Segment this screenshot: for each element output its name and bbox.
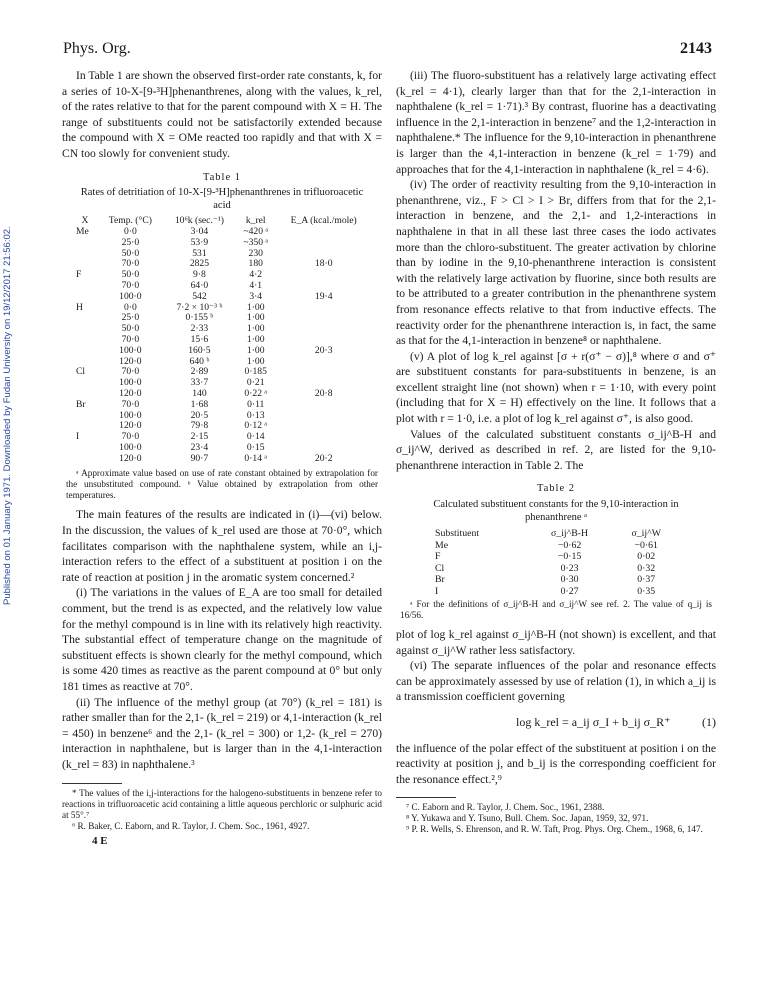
table1	[72, 216, 372, 464]
table-cell	[72, 443, 98, 454]
table-cell: 20·8	[314, 387, 333, 399]
table-cell: −0·61	[634, 539, 658, 551]
table-cell: 2·33	[190, 323, 209, 335]
table-cell: 120·0	[119, 420, 142, 432]
table-cell: 50·0	[121, 323, 140, 335]
table-cell: 0·35	[637, 585, 656, 597]
footnote-6: ⁶ R. Baker, C. Eaborn, and R. Taylor, J. Chem. Soc., 1961, 4927.	[72, 820, 310, 831]
table-cell: 1·00	[246, 301, 265, 313]
table-row	[72, 259, 372, 270]
table-row	[431, 586, 681, 598]
table-row	[431, 574, 681, 586]
table-row	[72, 411, 372, 422]
table-cell: 0·30	[560, 574, 579, 586]
table-cell	[72, 292, 98, 303]
table-cell: ~420 ᵃ	[243, 225, 269, 237]
table-cell	[275, 411, 372, 422]
paragraph-point-i: (i) The variations in the values of E_A are too small for detailed comment, but the trend is as expected, and the relatively low value for the methyl compound is in line with its relatively high reactivity. The substantial effect of temperature change on the magnitude of substituent effects is shown clearly for the methyl compound, which is some 420 times as reactive as the parent compound at 0° but only 181 times as reactive at 70°.	[62, 586, 382, 694]
table-cell: 120·0	[119, 387, 142, 399]
table-cell: 1·68	[190, 398, 209, 410]
table-cell	[72, 249, 98, 260]
table-cell: −0·62	[557, 539, 582, 551]
table-cell: 100·0	[119, 290, 142, 302]
right-column	[396, 68, 716, 835]
table-row	[72, 270, 372, 281]
table-cell: 160·5	[188, 344, 211, 356]
equation-number: (1)	[702, 715, 716, 729]
table-cell: 2·89	[190, 366, 209, 378]
table-row	[72, 292, 372, 303]
download-note[interactable]	[2, 205, 16, 605]
table-cell: 0·0	[123, 301, 137, 313]
table-cell: 18·0	[314, 258, 333, 270]
table2-body	[431, 540, 681, 598]
table-cell	[275, 270, 372, 281]
table-cell	[275, 421, 372, 432]
table-cell: 4·2	[249, 269, 263, 281]
table-cell: 20·3	[314, 344, 333, 356]
table-cell: 90·7	[190, 452, 209, 464]
table1-header: X	[81, 215, 89, 227]
table-cell: Cl	[435, 562, 445, 574]
table-cell: 20·2	[314, 452, 333, 464]
table-row	[431, 540, 681, 552]
table-cell: 100·0	[119, 344, 142, 356]
table-cell	[72, 238, 98, 249]
table-cell: 531	[192, 247, 207, 259]
table-cell: 15·6	[190, 333, 209, 345]
table-cell	[72, 411, 98, 422]
table-cell: 79·8	[190, 420, 209, 432]
table-cell	[72, 335, 98, 346]
table-row	[72, 303, 372, 314]
footnote-divider	[396, 797, 456, 798]
equation-text: log k_rel = a_ij σ_I + b_ij σ_R⁺	[516, 715, 671, 729]
table-cell: 23·4	[190, 441, 209, 453]
footnote-8: ⁸ Y. Yukawa and Y. Tsuno, Bull. Chem. Soc. Japan, 1959, 32, 971.	[406, 813, 649, 824]
table-cell: 0·14	[246, 431, 265, 443]
table-cell: 1·00	[246, 344, 265, 356]
table-cell: 70·0	[121, 431, 140, 443]
table-cell: I	[435, 585, 439, 597]
table-cell	[275, 432, 372, 443]
table-cell: 100·0	[119, 377, 142, 389]
table-cell: 1·00	[246, 312, 265, 324]
table-cell: 2·15	[190, 431, 209, 443]
table-cell: 0·11	[247, 398, 265, 410]
table2-header: σ_ij^W	[631, 528, 661, 540]
table-cell: 70·0	[121, 366, 140, 378]
table1-title: Rates of detritiation of 10-X-[9-³H]phenanthrenes in trifluoroacetic acid	[80, 187, 364, 211]
table-cell: 0·32	[637, 562, 656, 574]
table-cell	[275, 238, 372, 249]
table-cell: 9·8	[193, 269, 206, 281]
table-cell: 0·21	[246, 377, 265, 389]
table-cell: 0·0	[123, 225, 137, 237]
table2-header: Substituent	[435, 528, 480, 540]
table1-footnote: ᵃ Approximate value based on use of rate constant obtained by extrapolation for the unsubstituted compound. ᵇ Value obtained by extrapolation from other temperatures.	[66, 468, 378, 501]
table-cell: 70·0	[121, 333, 140, 345]
table-cell: 3·04	[190, 225, 209, 237]
table-cell: 50·0	[121, 269, 140, 281]
table2-footnote: ᵃ For the definitions of σ_ij^B-H and σ_ij^W see ref. 2. The value of q_ij is 16/56.	[400, 599, 712, 621]
table-row	[72, 400, 372, 411]
table-cell: 100·0	[119, 441, 142, 453]
table-cell	[275, 400, 372, 411]
table1-header: Temp. (°C)	[108, 215, 152, 227]
table-cell: H	[76, 301, 83, 313]
table-cell: ~350 ᵃ	[243, 236, 269, 248]
table-cell: 25·0	[121, 312, 140, 324]
table-row	[72, 238, 372, 249]
table1-header: 10⁶k (sec.⁻¹)	[174, 215, 224, 227]
table-row	[72, 227, 372, 238]
table2-caption: Table 2	[536, 483, 576, 495]
table-cell: 7·2 × 10⁻³ ᵇ	[176, 301, 223, 313]
table-cell	[72, 313, 98, 324]
paragraph-point-ii: (ii) The influence of the methyl group (at 70°) (k_rel = 181) is rather smaller than for the 2,1- (k_rel = 219) or 4,1-interaction (k_rel = 450) in benzene⁶ and the 2,1- (k_rel = 300) or 1,2- (k_rel = 270) interaction in naphthalene, but is larger than in the 4,1-interaction (k_rel = 83) in naphthalene.³	[62, 695, 382, 771]
table-cell	[275, 357, 372, 368]
table-cell: 120·0	[119, 355, 142, 367]
table-row	[431, 563, 681, 575]
table-cell: 0·22 ᵃ	[244, 387, 268, 399]
left-column	[62, 68, 382, 849]
table-cell: 53·9	[190, 236, 209, 248]
table-cell: 70·0	[121, 279, 140, 291]
table-cell: 4·1	[249, 279, 263, 291]
signature-mark: 4 E	[92, 834, 108, 847]
paragraph-point-iii: (iii) The fluoro-substituent has a relatively large activating effect (k_rel = 4·1), clearly larger than that for the 2,1-interaction in naphthalene (k_rel = 1·71).³ By contrast, fluorine has a deactivating influence in the 2,1-interaction in benzene⁷ and the 1,2-interaction in naphthalene.* The influence for the 9,10-interaction in phenanthrene is larger than the 4,1-interaction in benzene (k_rel = 1·79) and approaches that for the 4,1-interaction in naphthalene (k_rel = 4·6).	[396, 69, 716, 176]
table-row	[72, 389, 372, 400]
table2-title: Calculated substituent constants for the 9,10-interaction in phenanthrene ᵃ	[433, 499, 679, 523]
table-row	[72, 421, 372, 432]
footnote-divider	[62, 783, 122, 784]
table-cell: 20·5	[190, 409, 209, 421]
table-cell	[72, 454, 98, 465]
table-cell	[72, 324, 98, 335]
paragraph-intro: In Table 1 are shown the observed first-order rate constants, k, for a series of 10-X-[9-³H]phenanthrenes, along with the values, k_rel, of the rates relative to that for the parent compound with X = H. The range of substituents could not be satisfactorily extended because the compound with X = OMe reacted too rapidly and that with X = CN too slowly for convenient study.	[62, 69, 382, 160]
table-cell: Br	[76, 398, 86, 410]
equation-1	[396, 715, 716, 731]
table-cell: 640 ᵇ	[189, 355, 210, 367]
table-cell: 0·27	[560, 585, 579, 597]
table-cell: 0·14 ᵃ	[244, 452, 268, 464]
table-cell: 19·4	[314, 290, 333, 302]
footnote-9: ⁹ P. R. Wells, S. Ehrenson, and R. W. Taft, Prog. Phys. Org. Chem., 1968, 6, 147.	[406, 824, 703, 835]
table-cell	[275, 324, 372, 335]
table-cell	[72, 346, 98, 357]
table2	[431, 528, 681, 597]
table-cell: 50·0	[121, 247, 140, 259]
table-cell	[275, 227, 372, 238]
table1-caption: Table 1	[202, 171, 242, 183]
table-cell: 0·155 ᵇ	[185, 312, 214, 324]
table-cell: Me	[435, 539, 449, 551]
table-cell	[275, 303, 372, 314]
table1-header: E_A (kcal./mole)	[290, 215, 357, 227]
table-cell: Me	[76, 225, 89, 237]
table-cell: 180	[248, 258, 263, 270]
download-note-text[interactable]: Published on 01 January 1971. Downloaded by Fudan University on 19/12/2017 21:56:02.	[2, 226, 13, 605]
paragraph-point-iv: (iv) The order of reactivity resulting from the 9,10-interaction in phenanthrene, viz., F > Cl > I > Br, differs from that for the 2,1-interaction in benzene, and the 2,1- and 1,2-interactions in naphthalene in that in all these last three cases the iodo activates more than the chloro-substituent. The greater activation by chlorine than by iodine in the 9,10-phenanthrene interaction is consistent with the relatively large activation by fluorine, since both results are to be attributed to a greater contribution in the phenanthrene system from resonance effects relative to that from inductive effects. The reactivity order for the phenanthrene interaction is, in fact, the same as that for the 4,1-interaction in benzene⁸ or naphthalene.	[396, 178, 716, 348]
table-cell: F	[76, 269, 82, 281]
table2-header-row	[431, 528, 681, 540]
table-cell: 0·37	[637, 574, 656, 586]
table1-body	[72, 227, 372, 465]
table-cell: 230	[248, 247, 263, 259]
table-cell	[72, 281, 98, 292]
table-row	[431, 551, 681, 563]
table-cell: I	[76, 431, 80, 443]
table-cell: 0·12 ᵃ	[244, 420, 268, 432]
table-cell: 100·0	[119, 409, 142, 421]
table2-header: σ_ij^B-H	[551, 528, 589, 540]
table-row	[72, 367, 372, 378]
table-cell: 1·00	[246, 323, 265, 335]
paragraph-main-features: The main features of the results are indicated in (i)—(vi) below. In the discussion, the values of k_rel used are those at 70·0°, which facilitates comparison with the naphthalene system, while an i,j-interaction refers to the effect of a substituent at position i on the rate of reaction at position j in the aromatic system concerned.²	[62, 508, 382, 584]
table-cell: F	[435, 551, 441, 563]
table-cell: 0·13	[246, 409, 265, 421]
paragraph-point-vi: (vi) The separate influences of the polar and resonance effects can be approximately assessed by use of relation (1), in which a_ij is a transmission coefficient governing	[396, 659, 716, 704]
table-row	[72, 313, 372, 324]
table-row	[72, 346, 372, 357]
table-cell: 70·0	[121, 258, 140, 270]
table1-header-row	[72, 216, 372, 227]
page-number: 2143	[680, 40, 712, 57]
table-row	[72, 324, 372, 335]
paragraph-plot-result: plot of log k_rel against σ_ij^B-H (not shown) is excellent, and that against σ_ij^W rather less satisfactory.	[396, 628, 716, 657]
table-row	[72, 357, 372, 368]
paragraph-coefficients: the influence of the polar effect of the substituent at position i on the reactivity at position j, and b_ij is the corresponding coefficient for the resonance effect.²,⁹	[396, 741, 716, 786]
footnote-star: * The values of the i,j-interactions for the halogeno-substituents in benzene refer to reactions in trifluoroacetic acid containing a little aqueous perchloric or sulphuric acid at 55°.⁷	[62, 787, 382, 820]
table-cell: 33·7	[190, 377, 209, 389]
table-cell: 542	[192, 290, 207, 302]
table-cell: 1·00	[246, 355, 265, 367]
table-cell	[275, 313, 372, 324]
table-cell: 0·02	[637, 551, 656, 563]
table-cell	[275, 367, 372, 378]
table-cell: 0·23	[560, 562, 579, 574]
table-cell: 70·0	[121, 398, 140, 410]
paragraph-substituent-values: Values of the calculated substituent constants σ_ij^B-H and σ_ij^W, derived as described in ref. 2, are listed for the 9,10-phenanthrene interaction in Table 2. The	[396, 427, 716, 472]
table-cell: 25·0	[121, 236, 140, 248]
table-row	[72, 454, 372, 465]
table1-header: k_rel	[245, 215, 266, 227]
table-cell: 64·0	[190, 279, 209, 291]
table-cell: 1·00	[246, 333, 265, 345]
table-cell	[72, 378, 98, 389]
paragraph-point-v: (v) A plot of log k_rel against [σ + r(σ⁺ − σ)],⁸ where σ and σ⁺ are substituent constants for para-substituents in benzene, is an excellent straight line (not shown) when r = 1·10, with every point (including that for X = H) effectively on the line. It follows that a plot with r = 1·0, i.e. a plot of log k_rel against σ⁺, is also good.	[396, 349, 716, 426]
table-cell: 2825	[189, 258, 210, 270]
table-cell: 0·15	[246, 441, 265, 453]
footnote-7: ⁷ C. Eaborn and R. Taylor, J. Chem. Soc., 1961, 2388.	[406, 802, 605, 813]
journal-header: Phys. Org.	[63, 40, 131, 57]
table-cell: −0·15	[557, 551, 582, 563]
table-cell: Br	[435, 574, 445, 586]
table-cell: 140	[192, 387, 207, 399]
table-cell: 0·185	[244, 366, 267, 378]
table-cell: 3·4	[249, 290, 263, 302]
table-cell: Cl	[76, 366, 86, 378]
table-cell: 120·0	[119, 452, 142, 464]
table-row	[72, 432, 372, 443]
